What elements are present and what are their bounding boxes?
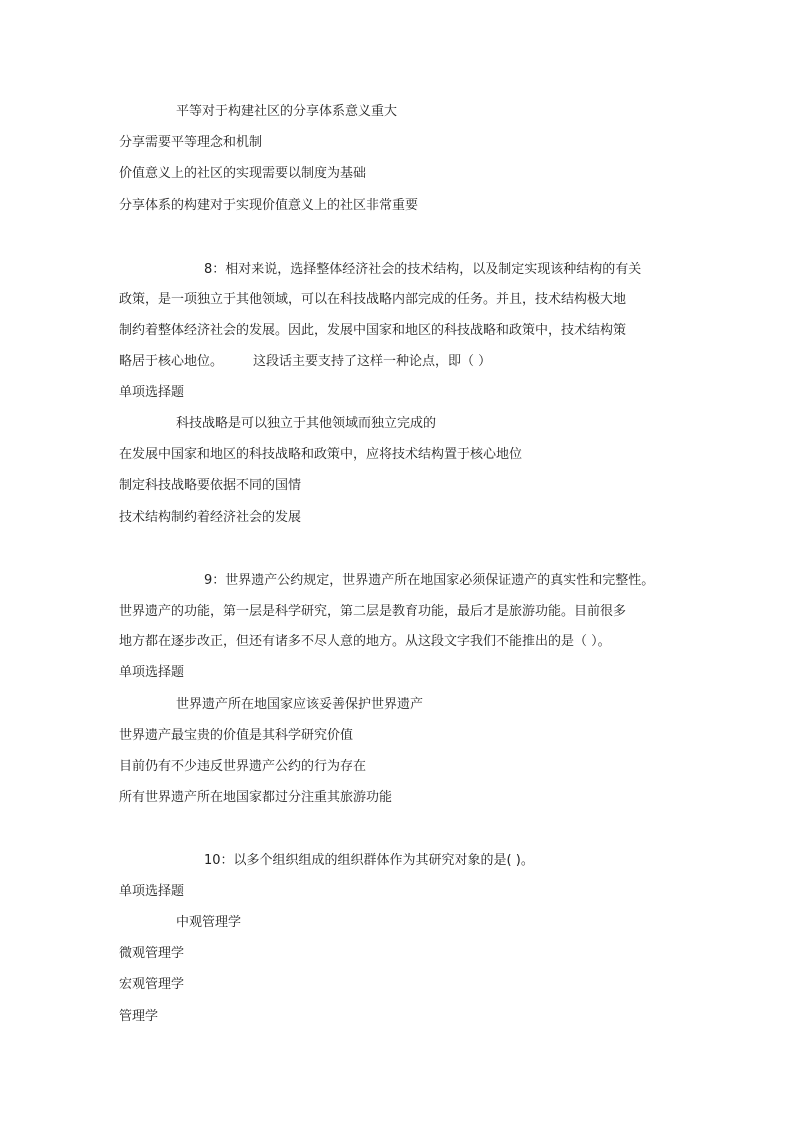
q9-stem-line-2: 世界遗产的功能，第一层是科学研究，第二层是教育功能，最后才是旅游功能。目前很多 [119, 604, 627, 619]
prev-option-c: 价值意义上的社区的实现需要以制度为基础 [119, 166, 367, 181]
prev-option-b: 分享需要平等理念和机制 [119, 135, 263, 150]
q10-option-a: 中观管理学 [176, 915, 242, 930]
q9-stem-line-1: 9：世界遗产公约规定，世界遗产所在地国家必须保证遗产的真实性和完整性。 [204, 573, 655, 588]
q8-stem-line-2: 政策，是一项独立于其他领域，可以在科技战略内部完成的任务。并且，技术结构极大地 [119, 292, 627, 307]
q10-stem-line-1: 10：以多个组织组成的组织群体作为其研究对象的是( )。 [204, 853, 534, 868]
q10-question-type: 单项选择题 [119, 884, 185, 899]
q8-question-type: 单项选择题 [119, 385, 185, 400]
q8-option-c: 制定科技战略要依据不同的国情 [119, 478, 302, 493]
q10-option-c: 宏观管理学 [119, 977, 185, 992]
q8-stem-line-4b: 这段话主要支持了这样一种论点，即（ ） [253, 354, 492, 369]
q9-option-c: 目前仍有不少违反世界遗产公约的行为存在 [119, 759, 367, 774]
q8-stem-line-3: 制约着整体经济社会的发展。因此，发展中国家和地区的科技战略和政策中，技术结构策 [119, 323, 627, 338]
q9-option-d: 所有世界遗产所在地国家都过分注重其旅游功能 [119, 790, 393, 805]
q10-option-b: 微观管理学 [119, 946, 185, 961]
prev-option-d: 分享体系的构建对于实现价值意义上的社区非常重要 [119, 198, 419, 213]
q8-stem-line-4 [119, 354, 491, 370]
q8-option-b: 在发展中国家和地区的科技战略和政策中，应将技术结构置于核心地位 [119, 447, 523, 462]
q8-stem-line-4a: 略居于核心地位。 [119, 354, 224, 369]
q9-question-type: 单项选择题 [119, 665, 185, 680]
q9-option-a: 世界遗产所在地国家应该妥善保护世界遗产 [176, 697, 424, 712]
q8-option-d: 技术结构制约着经济社会的发展 [119, 510, 302, 525]
q10-option-d: 管理学 [119, 1009, 159, 1024]
prev-option-a: 平等对于构建社区的分享体系意义重大 [176, 104, 398, 119]
q8-stem-line-1: 8：相对来说，选择整体经济社会的技术结构，以及制定实现该种结构的有关 [204, 262, 642, 277]
q9-stem-line-3: 地方都在逐步改正，但还有诸多不尽人意的地方。从这段文字我们不能推出的是（ ）。 [119, 634, 611, 649]
q8-option-a: 科技战略是可以独立于其他领域而独立完成的 [176, 416, 437, 431]
q9-option-b: 世界遗产最宝贵的价值是其科学研究价值 [119, 728, 354, 743]
